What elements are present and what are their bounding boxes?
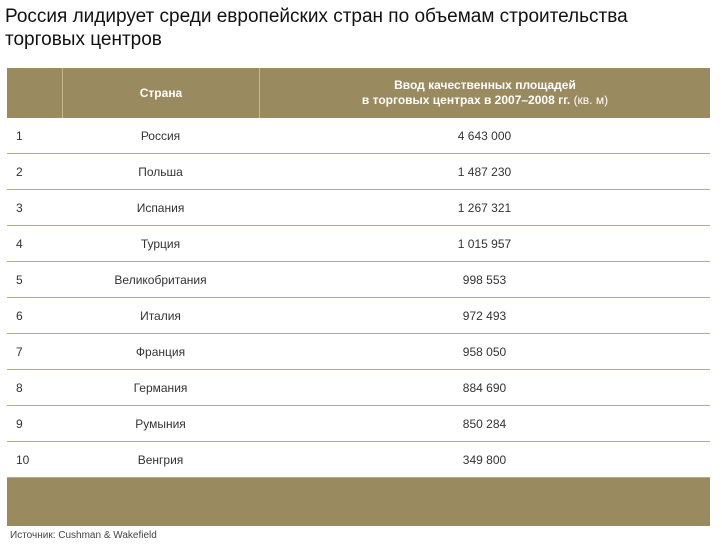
row-value: 972 493 (462, 308, 507, 323)
row-value: 850 284 (462, 416, 507, 431)
row-country: Германия (133, 380, 188, 395)
table-body (7, 118, 710, 478)
row-country: Польша (138, 164, 183, 179)
row-num: 9 (16, 416, 23, 431)
header-num (7, 68, 63, 118)
header-value-line1: Ввод качественных площадей (394, 78, 576, 92)
row-value: 4 643 000 (457, 128, 512, 143)
row-country: Венгрия (137, 452, 184, 467)
header-value-line2-text: в торговых центрах в 2007–2008 гг. (361, 93, 571, 107)
table-row (7, 442, 710, 478)
row-country: Италия (140, 308, 181, 323)
row-value: 1 487 230 (457, 164, 512, 179)
table-footer (7, 478, 710, 526)
row-country: Россия (140, 128, 181, 143)
header-value-unit: (кв. м) (573, 93, 609, 107)
row-value: 1 267 321 (457, 200, 512, 215)
table-row (7, 226, 710, 262)
row-num: 1 (16, 128, 23, 143)
row-num: 8 (16, 380, 23, 395)
row-num: 5 (16, 272, 23, 287)
header-value (260, 68, 710, 118)
row-country: Франция (135, 344, 186, 359)
row-country: Турция (140, 236, 181, 251)
table-header (7, 68, 710, 118)
row-num: 3 (16, 200, 23, 215)
source-note: Источник: Cushman & Wakefield (10, 530, 157, 541)
row-country: Испания (136, 200, 185, 215)
header-value-line2 (362, 93, 608, 108)
row-value: 349 800 (462, 452, 507, 467)
row-num: 10 (16, 452, 30, 467)
table-row (7, 154, 710, 190)
table-row (7, 298, 710, 334)
table-row (7, 370, 710, 406)
header-country: Страна (63, 68, 260, 118)
table-row (7, 190, 710, 226)
row-country: Румыния (135, 416, 186, 431)
page-title: Россия лидирует среди европейских стран по объемам строительства торговых центров (5, 6, 628, 50)
row-value: 1 015 957 (457, 236, 512, 251)
table-row (7, 334, 710, 370)
row-num: 4 (16, 236, 23, 251)
table-row (7, 118, 710, 154)
row-value: 958 050 (462, 344, 507, 359)
row-num: 7 (16, 344, 23, 359)
table-row (7, 262, 710, 298)
table-row (7, 406, 710, 442)
row-value: 884 690 (462, 380, 507, 395)
row-value: 998 553 (462, 272, 507, 287)
data-table (7, 68, 710, 526)
row-num: 6 (16, 308, 23, 323)
row-country: Великобритания (114, 272, 207, 287)
row-num: 2 (16, 164, 23, 179)
